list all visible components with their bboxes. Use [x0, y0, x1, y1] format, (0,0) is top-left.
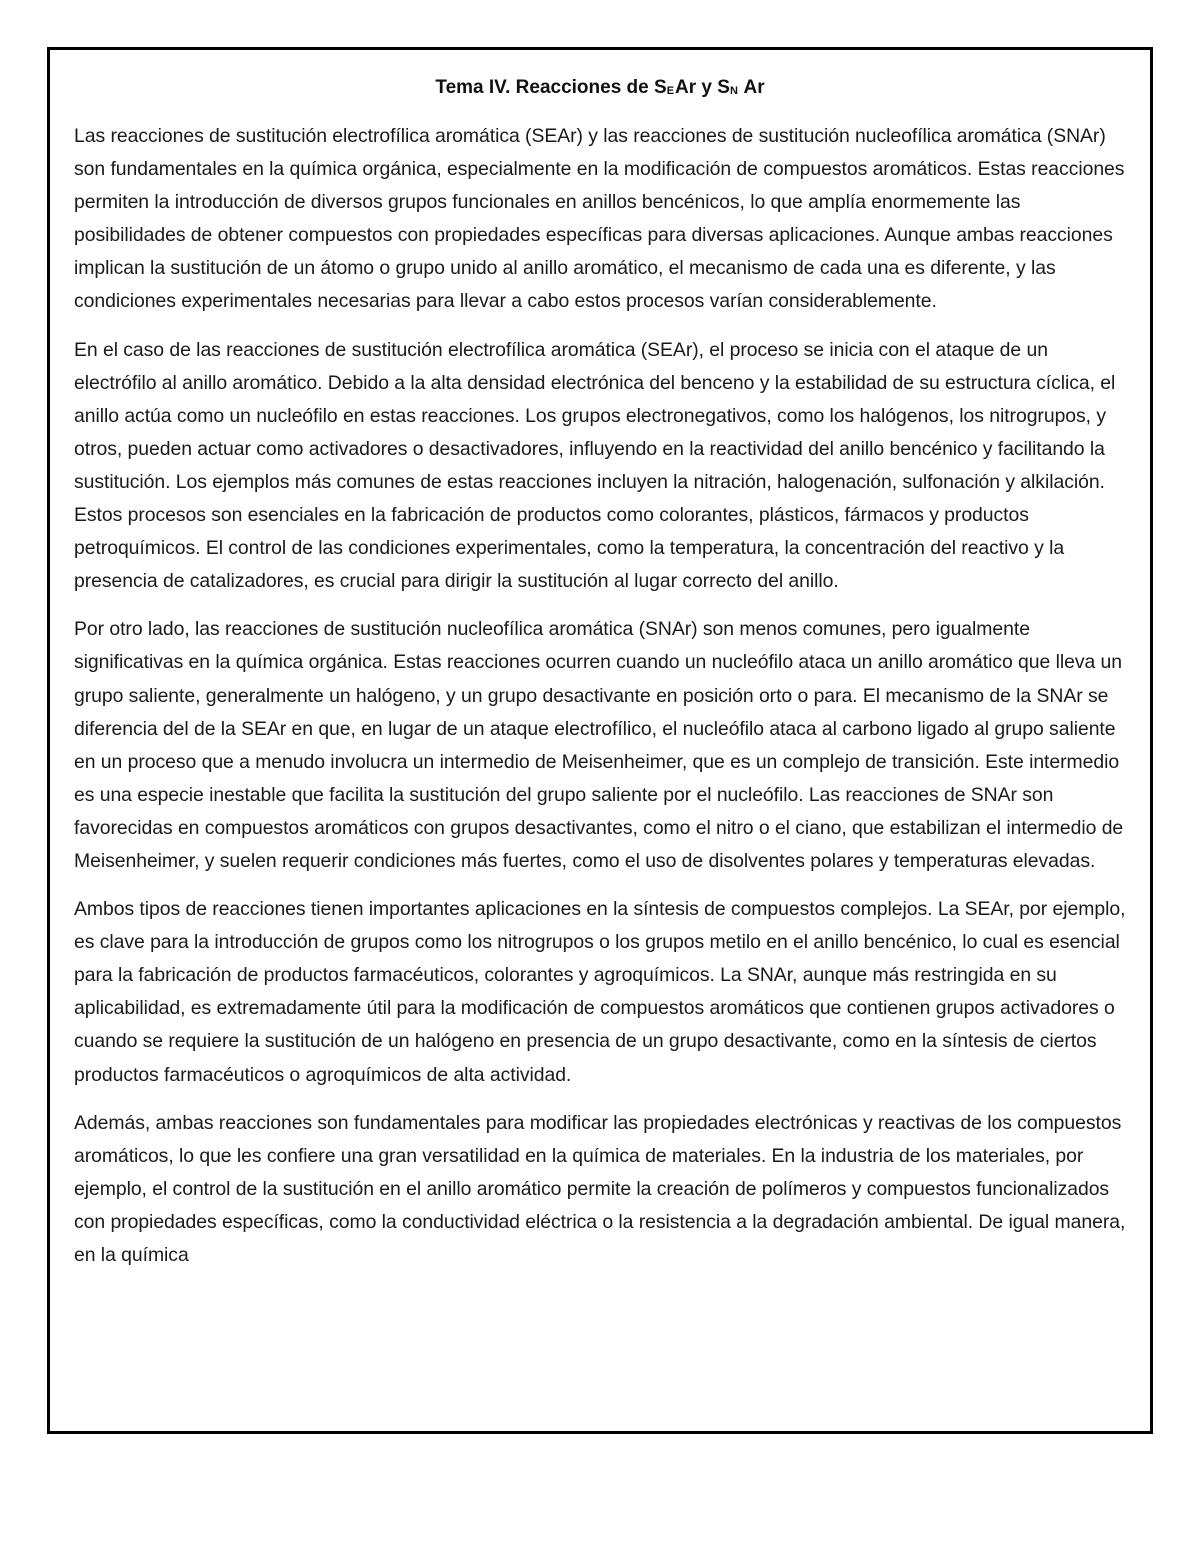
paragraph-sear: En el caso de las reacciones de sustitución electrofílica aromática (SEAr), el proceso se inicia con el ataque de un electrófilo al anillo aromático. Debido a la alta densidad electrónica del benceno y la estabilidad de su estructura cíclica, el anillo actúa como un nucleófilo en estas reacciones. Los grupos electronegativos, como los halógenos, los nitrogrupos, y otros, pueden actuar como activadores o desactivadores, influyendo en la reactividad del anillo bencénico y facilitando la sustitución. Los ejemplos más comunes de estas reacciones incluyen la nitración, halogenación, sulfonación y alkilación. Estos procesos son esenciales en la fabricación de productos como colorantes, plásticos, fármacos y productos petroquímicos. El control de las condiciones experimentales, como la temperatura, la concentración del reactivo y la presencia de catalizadores, es crucial para dirigir la sustitución al lugar correcto del anillo. — [74, 338, 1116, 593]
paragraph-introduction: Las reacciones de sustitución electrofílica aromática (SEAr) y las reacciones de sustitución nucleofílica aromática (SNAr) son fundamentales en la química orgánica, especialmente en la modificación de compuestos aromáticos. Estas reacciones permiten la introducción de diversos grupos funcionales en anillos bencénicos, lo que amplía enormemente las posibilidades de obtener compuestos con propiedades específicas para diversas aplicaciones. Aunque ambas reacciones implican la sustitución de un átomo o grupo unido al anillo aromático, el mecanismo de cada una es diferente, y las condiciones experimentales necesarias para llevar a cabo estos procesos varían considerablemente. — [74, 125, 1125, 313]
page-border — [47, 47, 1153, 1434]
document-title — [74, 76, 1126, 102]
title-subscript-e: E — [666, 85, 675, 97]
title-middle: Ar y S — [675, 77, 730, 98]
title-subscript-n: N — [729, 85, 738, 97]
title-prefix: Tema IV. Reacciones de S — [435, 77, 667, 98]
paragraph-materials: Además, ambas reacciones son fundamentales para modificar las propiedades electrónicas y reactivas de los compuestos aromáticos, lo que les confiere una gran versatilidad en la química de materiales. En la industria de los materiales, por ejemplo, el control de la sustitución en el anillo aromático permite la creación de polímeros y compuestos funcionalizados con propiedades específicas, como la conductividad eléctrica o la resistencia a la degradación ambiental. De igual manera, en la química — [74, 1111, 1126, 1266]
document-body — [74, 76, 1126, 1287]
paragraph-snar: Por otro lado, las reacciones de sustitución nucleofílica aromática (SNAr) son menos comunes, pero igualmente significativas en la química orgánica. Estas reacciones ocurren cuando un nucleófilo ataca un anillo aromático que lleva un grupo saliente, generalmente un halógeno, y un grupo desactivante en posición orto o para. El mecanismo de la SNAr se diferencia del de la SEAr en que, en lugar de un ataque electrofílico, el nucleófilo ataca al carbono ligado al grupo saliente en un proceso que a menudo involucra un intermedio de Meisenheimer, que es un complejo de transición. Este intermedio es una especie inestable que facilita la sustitución del grupo saliente por el nucleófilo. Las reacciones de SNAr son favorecidas en compuestos aromáticos con grupos desactivantes, como el nitro o el ciano, que estabilizan el intermedio de Meisenheimer, y suelen requerir condiciones más fuertes, como el uso de disolventes polares y temperaturas elevadas. — [74, 618, 1124, 872]
paragraph-applications: Ambos tipos de reacciones tienen importantes aplicaciones en la síntesis de compuestos complejos. La SEAr, por ejemplo, es clave para la introducción de grupos como los nitrogrupos o los grupos metilo en el anillo bencénico, lo cual es esencial para la fabricación de productos farmacéuticos, colorantes y agroquímicos. La SNAr, aunque más restringida en su aplicabilidad, es extremadamente útil para la modificación de compuestos aromáticos que contienen grupos activadores o cuando se requiere la sustitución de un halógeno en presencia de un grupo desactivante, como en la síntesis de ciertos productos farmacéuticos o agroquímicos de alta actividad. — [74, 898, 1126, 1086]
title-suffix: Ar — [738, 77, 765, 98]
